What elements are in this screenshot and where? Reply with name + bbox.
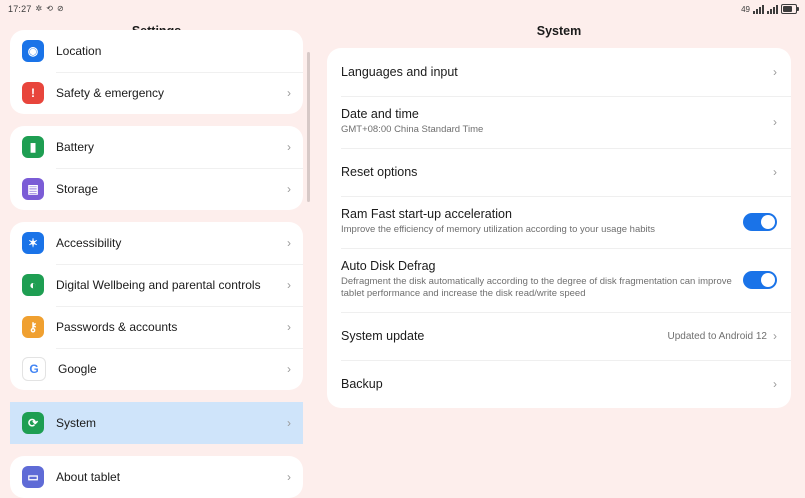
chevron-right-icon: › xyxy=(287,140,291,154)
row-subtitle: Defragment the disk automatically according to the degree of disk fragmentation can improve tablet performance and increase the disk read/write speed xyxy=(341,275,732,300)
sidebar-item-system[interactable] xyxy=(10,402,303,444)
row-text xyxy=(341,107,767,137)
chevron-right-icon: › xyxy=(287,182,291,196)
clock: 17:27 xyxy=(8,4,32,14)
sync-icon: ⟲ xyxy=(46,4,53,13)
row-text xyxy=(341,329,657,343)
system-options-card xyxy=(327,48,791,408)
system-title: System xyxy=(536,24,582,38)
signal-icon xyxy=(753,5,764,14)
sidebar-item-label: Location xyxy=(56,44,102,58)
row-subtitle: GMT+08:00 China Standard Time xyxy=(341,124,484,135)
sidebar-item-label: Google xyxy=(58,362,97,376)
chevron-right-icon: › xyxy=(773,329,777,344)
sidebar-item-label: Accessibility xyxy=(56,236,122,250)
row-text xyxy=(341,377,767,391)
row-text xyxy=(341,259,733,302)
chevron-right-icon: › xyxy=(773,114,777,129)
chevron-right-icon: › xyxy=(287,320,291,334)
sidebar-item-storage[interactable] xyxy=(10,168,303,210)
sidebar-item-passwords-accounts[interactable] xyxy=(10,306,303,348)
accessibility-icon: ✶ xyxy=(22,232,44,254)
settings-pane xyxy=(0,18,313,484)
ram-fast-startup-toggle[interactable] xyxy=(743,213,777,231)
passwords-accounts-icon: ⚷ xyxy=(22,316,44,338)
row-title: System update xyxy=(341,329,425,344)
auto-disk-defrag-toggle[interactable] xyxy=(743,271,777,289)
row-text xyxy=(341,65,767,79)
dnd-icon: ⊘ xyxy=(56,4,64,13)
sidebar-item-label: Safety & emergency xyxy=(56,86,165,100)
row-system-update[interactable] xyxy=(327,312,791,360)
row-title: Ram Fast start-up acceleration xyxy=(341,206,512,221)
system-update-status: Updated to Android 12 xyxy=(667,330,767,342)
row-auto-disk-defrag[interactable] xyxy=(327,248,791,313)
battery-icon: ▮ xyxy=(22,136,44,158)
battery-percent: 49 xyxy=(741,4,750,14)
chevron-right-icon: › xyxy=(287,470,291,484)
chevron-right-icon: › xyxy=(287,416,291,430)
safety-emergency-icon: ! xyxy=(22,82,44,104)
sidebar-item-label: Battery xyxy=(56,140,95,154)
row-title: Date and time xyxy=(341,107,419,121)
sidebar-item-about-tablet[interactable] xyxy=(10,456,303,498)
row-ram-fast-startup-acceleration[interactable] xyxy=(327,196,791,248)
signal-icon-2 xyxy=(767,5,778,14)
chevron-right-icon: › xyxy=(773,377,777,392)
row-subtitle: Improve the efficiency of memory utilization according to your usage habits xyxy=(341,223,656,235)
settings-group-4 xyxy=(10,402,303,444)
chevron-right-icon: › xyxy=(773,65,777,79)
chevron-right-icon: › xyxy=(773,164,777,179)
sidebar-item-safety-emergency[interactable] xyxy=(10,72,303,114)
sidebar-item-accessibility[interactable] xyxy=(10,222,303,264)
row-languages-and-input[interactable] xyxy=(327,48,791,96)
sidebar-item-label: About tablet xyxy=(56,470,121,484)
row-reset-options[interactable] xyxy=(327,148,791,196)
row-text xyxy=(341,165,767,179)
sidebar-item-digital-wellbeing[interactable] xyxy=(10,264,303,306)
settings-group-3 xyxy=(10,222,303,390)
digital-wellbeing-icon: ◐ xyxy=(22,274,44,296)
about-tablet-icon: ▭ xyxy=(22,466,44,488)
chevron-right-icon: › xyxy=(287,236,291,250)
system-pane xyxy=(313,18,805,476)
sidebar-item-label: Passwords & accounts xyxy=(56,320,178,334)
row-text xyxy=(341,207,733,237)
storage-icon: ▤ xyxy=(22,178,44,200)
sidebar-item-google[interactable] xyxy=(10,348,303,390)
row-title: Reset options xyxy=(341,164,418,179)
row-title: Backup xyxy=(341,377,383,392)
google-icon: G xyxy=(22,357,46,381)
sidebar-item-label: System xyxy=(56,416,97,430)
status-bar-right xyxy=(741,4,797,14)
status-bar xyxy=(0,0,805,18)
sidebar-item-label: Digital Wellbeing and parental controls xyxy=(56,278,261,292)
sidebar-item-location[interactable] xyxy=(10,30,303,72)
sidebar-item-battery[interactable] xyxy=(10,126,303,168)
row-date-and-time[interactable] xyxy=(327,96,791,148)
system-icon: ⟳ xyxy=(22,412,44,434)
battery-icon xyxy=(781,4,797,14)
settings-group-2 xyxy=(10,126,303,210)
row-title: Auto Disk Defrag xyxy=(341,258,436,273)
chevron-right-icon: › xyxy=(287,86,291,100)
row-title: Languages and input xyxy=(341,65,458,79)
bluetooth-icon: ✲ xyxy=(35,4,43,13)
settings-list[interactable] xyxy=(0,44,313,484)
content-panes xyxy=(0,18,805,484)
settings-scrollbar[interactable] xyxy=(307,52,310,202)
row-backup[interactable] xyxy=(327,360,791,408)
location-icon: ◉ xyxy=(22,40,44,62)
chevron-right-icon: › xyxy=(287,362,291,376)
status-bar-left xyxy=(8,4,64,14)
settings-group-1 xyxy=(10,30,303,114)
chevron-right-icon: › xyxy=(287,278,291,292)
settings-group-5 xyxy=(10,456,303,498)
sidebar-item-label: Storage xyxy=(56,182,99,196)
